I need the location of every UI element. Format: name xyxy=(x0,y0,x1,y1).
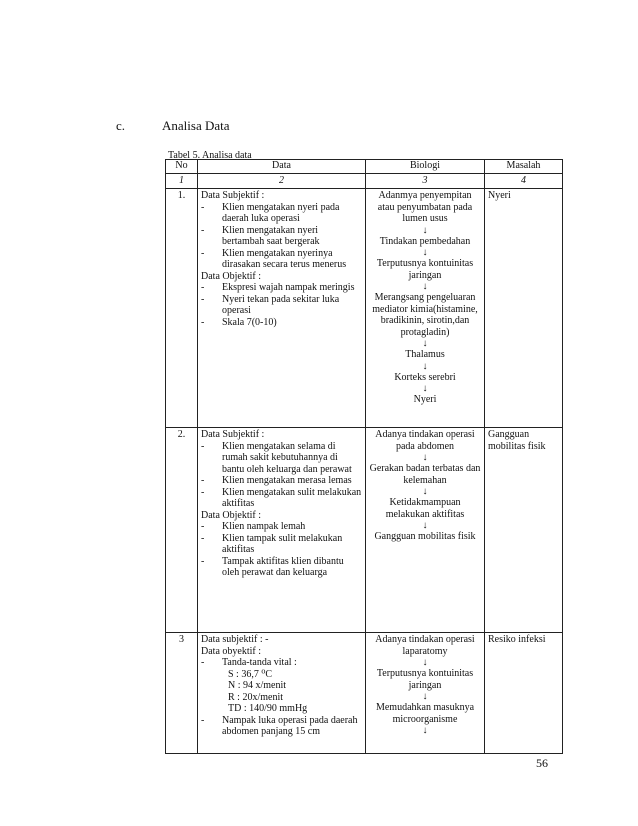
list-item: - Klien mengatakan nyerinya dirasakan secara terus menerus xyxy=(201,248,362,271)
page-number: 56 xyxy=(536,756,548,770)
column-number: 2 xyxy=(198,174,366,189)
arrow-down-icon: ↓ xyxy=(422,281,428,292)
objective-title: Data Objektif : xyxy=(201,270,261,282)
arrow-down-icon: ↓ xyxy=(422,224,428,236)
list-item: - Klien nampak lemah xyxy=(201,521,362,533)
arrow-down-icon: ↓ xyxy=(422,691,428,702)
biologi-step: Adanmya penyempitan atau penyumbatan pada lumen usus xyxy=(377,190,473,224)
biologi-step: Adanya tindakan operasi laparatomy xyxy=(375,634,475,657)
arrow-down-icon: ↓ xyxy=(422,247,428,258)
biologi-cell xyxy=(366,633,485,754)
subjective-list xyxy=(201,202,362,271)
biologi-step: Merangsang pengeluaran mediator kimia(histamine, bradikinin, sirotin,dan protagladin) xyxy=(372,292,478,338)
data-cell xyxy=(198,633,366,754)
section-letter: c. xyxy=(116,118,126,133)
analisa-data-table xyxy=(165,159,563,754)
section-title: Analisa Data xyxy=(162,118,230,133)
header-no: No xyxy=(166,160,198,174)
arrow-down-icon: ↓ xyxy=(422,657,428,668)
column-number: 4 xyxy=(485,174,563,189)
biologi-step: Thalamus xyxy=(405,349,445,360)
subjective-title: Data subjektif : - xyxy=(201,634,269,645)
biologi-step: Memudahkan masuknya microorganisme xyxy=(375,702,475,725)
list-item: - Tanda-tanda vital : xyxy=(201,657,362,669)
arrow-down-icon: ↓ xyxy=(422,486,428,497)
table-row xyxy=(166,189,563,428)
objective-list xyxy=(201,521,362,579)
list-item: - Nampak luka operasi pada daerah abdomen panjang 15 cm xyxy=(201,715,362,738)
subjective-list xyxy=(201,441,362,510)
masalah-cell: Resiko infeksi xyxy=(485,633,563,754)
biologi-step: Gangguan mobilitas fisik xyxy=(374,531,476,542)
header-masalah: Masalah xyxy=(485,160,563,174)
list-item: - Klien mengatakan sulit melakukan aktifitas xyxy=(201,487,362,510)
objective-title: Data obyektif : xyxy=(201,645,261,657)
row-number: 1. xyxy=(166,189,198,428)
biologi-step: Gerakan badan terbatas dan kelemahan xyxy=(369,463,481,486)
biologi-cell xyxy=(366,428,485,633)
arrow-down-icon: ↓ xyxy=(422,338,428,349)
biologi-cell xyxy=(366,189,485,428)
arrow-down-icon: ↓ xyxy=(422,383,428,394)
list-item: - Skala 7(0-10) xyxy=(201,317,362,329)
arrow-down-icon: ↓ xyxy=(422,520,428,531)
arrow-down-icon: ↓ xyxy=(422,452,428,463)
arrow-down-icon: ↓ xyxy=(422,360,428,372)
objective-list xyxy=(201,715,362,738)
list-item: - Klien mengatakan nyeri pada daerah luka operasi xyxy=(201,202,362,225)
list-item: - Klien mengatakan selama di rumah sakit kebutuhannya di bantu oleh keluarga dan perawat xyxy=(201,441,362,476)
list-item: - Klien mengatakan nyeri bertambah saat bergerak xyxy=(201,225,362,248)
objective-list xyxy=(201,282,362,328)
biologi-step: Terputusnya kontuinitas jaringan xyxy=(376,258,474,281)
data-cell xyxy=(198,189,366,428)
header-data: Data xyxy=(198,160,366,174)
column-number-row xyxy=(166,174,563,189)
header-row xyxy=(166,160,563,174)
row-number: 3 xyxy=(166,633,198,754)
table-row xyxy=(166,633,563,754)
list-item: - Tampak aktifitas klien dibantu oleh perawat dan keluarga xyxy=(201,556,362,579)
column-number: 1 xyxy=(166,174,198,189)
list-item: - Klien mengatakan merasa lemas xyxy=(201,475,362,487)
section-heading xyxy=(116,118,230,134)
vitals-list xyxy=(201,657,362,669)
column-number: 3 xyxy=(366,174,485,189)
list-item: - Klien tampak sulit melakukan aktifitas xyxy=(201,533,362,556)
list-item: - Nyeri tekan pada sekitar luka operasi xyxy=(201,294,362,317)
biologi-step: Tindakan pembedahan xyxy=(379,235,471,247)
biologi-step: Korteks serebri xyxy=(394,371,456,383)
biologi-step: Nyeri xyxy=(413,394,437,405)
vital-sign: TD : 140/90 mmHg xyxy=(228,703,308,714)
biologi-step: Adanya tindakan operasi pada abdomen xyxy=(375,429,475,452)
masalah-cell: Gangguan mobilitas fisik xyxy=(485,428,563,633)
vital-sign: R : 20x/menit xyxy=(228,691,283,703)
vital-sign: S : 36,7 ⁰C xyxy=(228,668,273,680)
subjective-title: Data Subjektif : xyxy=(201,190,265,201)
vital-sign: N : 94 x/menit xyxy=(228,680,287,691)
masalah-cell: Nyeri xyxy=(485,189,563,428)
objective-title: Data Objektif : xyxy=(201,509,261,521)
list-item: - Ekspresi wajah nampak meringis xyxy=(201,282,362,294)
table-row xyxy=(166,428,563,633)
data-cell xyxy=(198,428,366,633)
arrow-down-icon: ↓ xyxy=(422,725,428,736)
subjective-title: Data Subjektif : xyxy=(201,429,265,440)
row-number: 2. xyxy=(166,428,198,633)
table-caption: Tabel 5. Analisa data xyxy=(168,150,252,161)
header-biologi: Biologi xyxy=(366,160,485,174)
biologi-step: Terputusnya kontuinitas jaringan xyxy=(376,668,474,691)
biologi-step: Ketidakmampuan melakukan aktifitas xyxy=(385,497,465,520)
